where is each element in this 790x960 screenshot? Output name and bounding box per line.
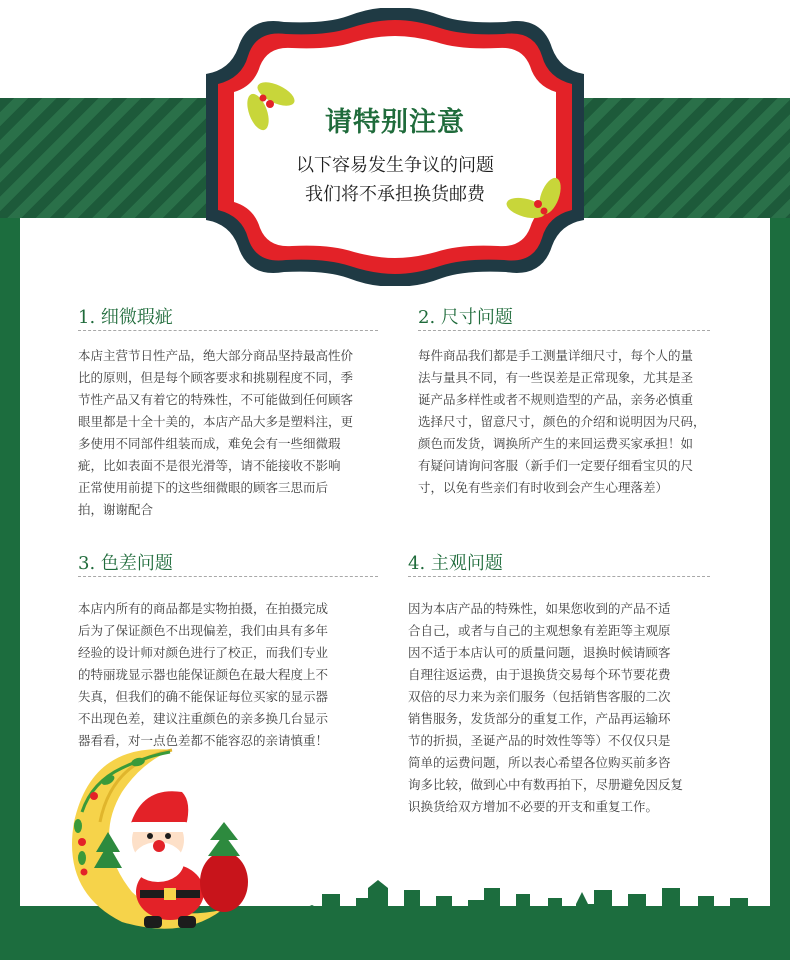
notice-text [198,8,592,286]
section-2-divider [418,330,710,331]
santa-moon-illustration [52,722,252,942]
section-4-body: 因为本店产品的特殊性，如果您收到的产品不适 合自己，或者与自己的主观想象有差距等主观原 因不适于本店认可的质量问题，退换时候请顾客 自理往返运费，由于退换货交易每个环节要花费 双倍的尽力来为亲们服务（包括销售客服的二次 销售服务，发货部分的重复工作，产品再运输环 节的折损，圣诞产品的时效性等等）不仅仅只是 简单的运费问题，所以表心希望各位购买前多咨 询多比较，做到心中有数再拍下，尽册避免因反复 识换货给双方增加不必要的开支和重复工作。 [408,601,684,814]
notice-title: 请特别注意 [325,107,465,138]
section-3-body: 本店内所有的商品都是实物拍摄，在拍摄完成 后为了保证颜色不出现偏差，我们由具有多年 经验的设计师对颜色进行了校正，而我们专业 的特丽珑显示器也能保证颜色在最大程度上不 失真，但我们的确不能保证每位买家的显示器 不出现色差，建议注重颜色的亲多换几台显示 器看看，对一点色差都不能容忍的亲请慎重！ [78,601,329,748]
section-4-heading: 4. 主观问题 [408,553,503,574]
notice-subtitle-1: 以下容易发生争议的问题 [296,155,494,176]
section-2-body: 每件商品我们都是手工测量详细尺寸，每个人的量 法与量具不同，有一些误差是正常现象，尤其是圣 诞产品多样性或者不规则造型的产品，亲务必慎重 选择尺寸，留意尺寸，颜色的介绍和说明因为尺码， 颜色而发货，调换所产生的来回运费买家承担！如 有疑问请询问客服（新手们一定要仔细看宝贝的尺 寸，以免有些亲们有时收到会产生心理落差） [418,348,706,495]
section-3-divider [78,576,378,577]
section-4-divider [408,576,710,577]
section-3-heading: 3. 色差问题 [78,553,173,574]
notice-subtitle-2: 我们将不承担换货邮费 [305,184,485,205]
section-1-divider [78,330,378,331]
section-1-heading: 1. 细微瑕疵 [78,307,173,328]
section-1-body: 本店主营节日性产品，绝大部分商品坚持最高性价 比的原则，但是每个顾客要求和挑剔程度不同，季 节性产品又有着它的特殊性，不可能做到任何顾客 眼里都是十全十美的，本店产品大多是塑料注，更 多使用不同部件组装而成，难免会有一些细微瑕 疵，比如表面不是很光滑等，请不能接收不影响 正常使用前提下的这些细微眼的顾客三思而后 拍，谢谢配合 [78,348,354,517]
section-2-heading: 2. 尺寸问题 [418,307,513,328]
